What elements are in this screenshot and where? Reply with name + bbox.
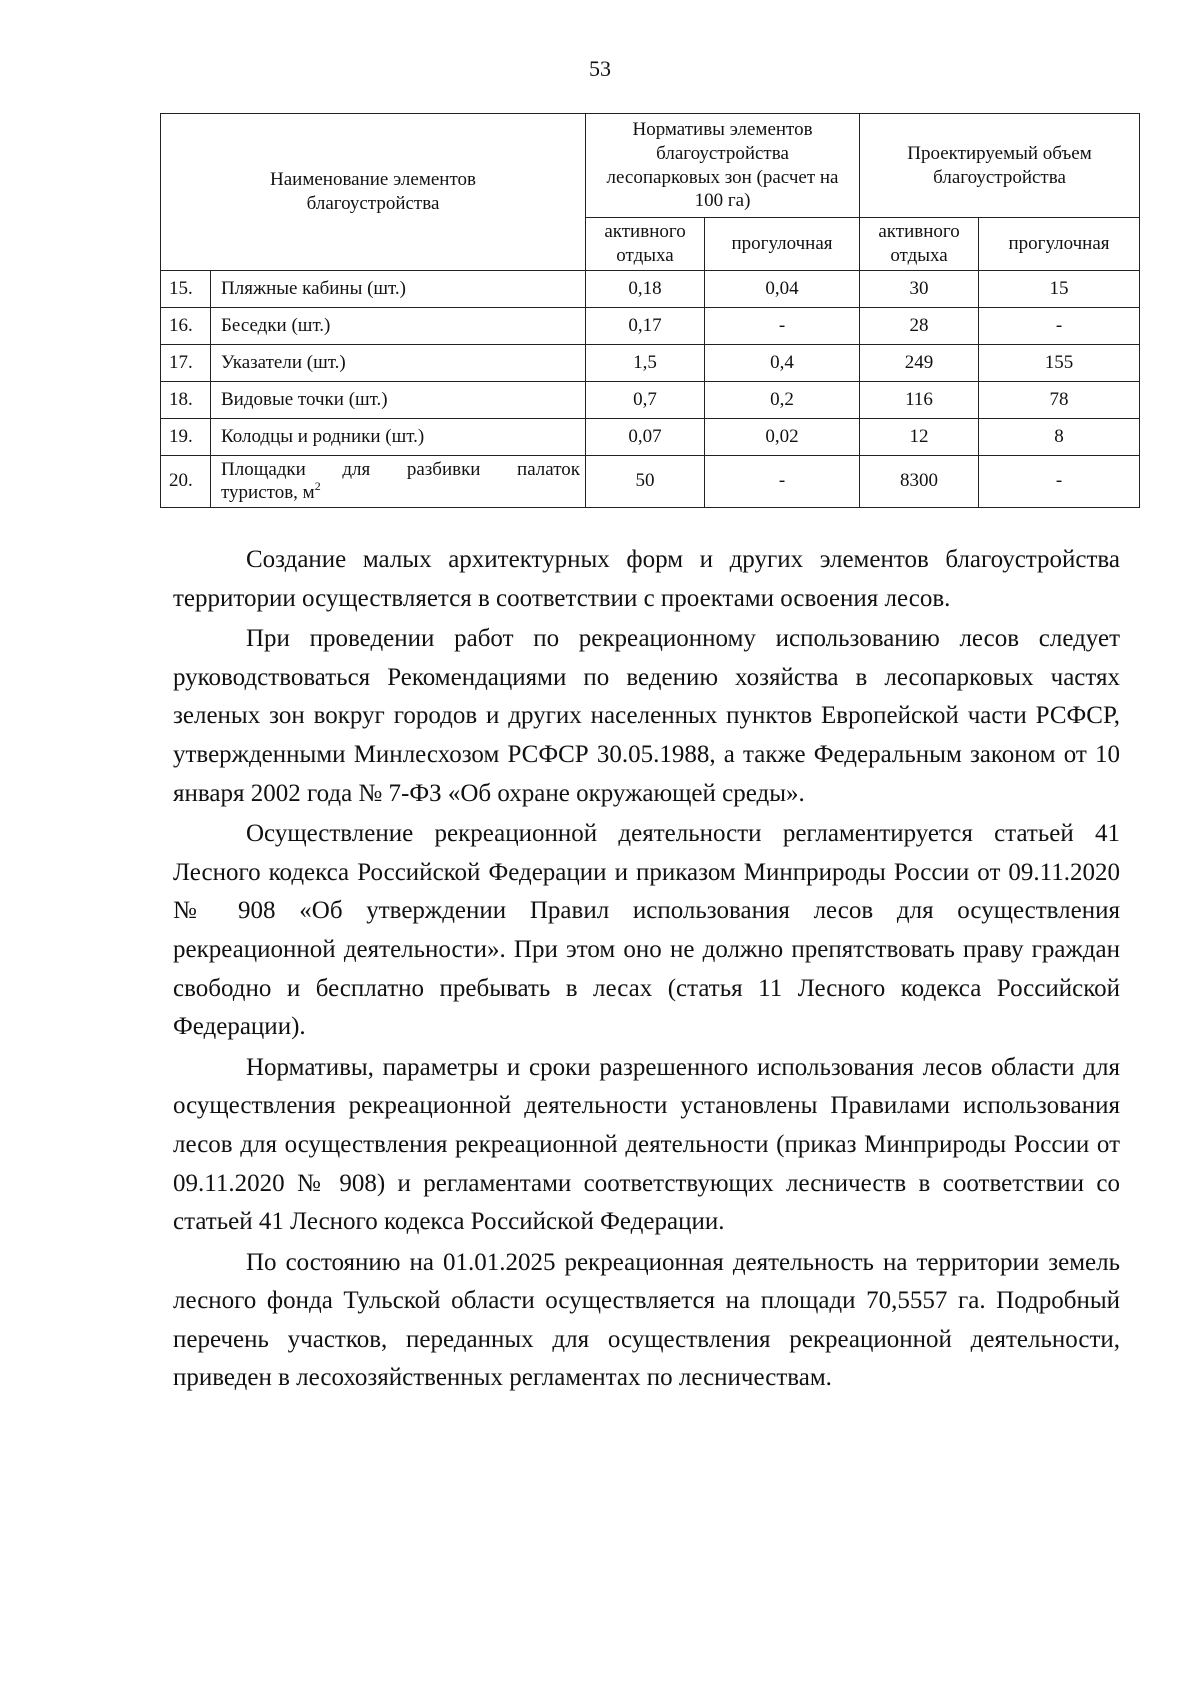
row-norm-walking: 0,04 xyxy=(705,270,860,307)
header-norm-active: активного отдыха xyxy=(586,218,705,271)
table-row xyxy=(161,307,1140,344)
row-norm-active: 0,7 xyxy=(586,381,705,418)
page-number: 53 xyxy=(589,56,611,81)
row-norm-active: 50 xyxy=(586,455,705,508)
header-name-column: Наименование элементов благоустройства xyxy=(161,114,586,271)
row-element-name-line2 xyxy=(221,481,580,505)
row-element-name xyxy=(211,455,586,508)
row-number: 17. xyxy=(161,344,211,381)
row-norm-walking: 0,02 xyxy=(705,418,860,455)
table-row xyxy=(161,381,1140,418)
paragraph: Нормативы, параметры и сроки разрешенного использования лесов области для осуществления рекреационной деятельности установлены Правилами использования лесов для осуществления рекреационной деятельности (приказ Минприроды России от 09.11.2020 № 908) и регламентами соответствующих лесничеств в соответствии со статьей 41 Лесного кодекса Российской Федерации. xyxy=(173,1053,1120,1236)
table-header-row xyxy=(161,114,1140,218)
header-project-walking: прогулочная xyxy=(979,218,1140,271)
body-text xyxy=(173,541,1120,1398)
row-project-active: 116 xyxy=(860,381,979,418)
row-project-active: 28 xyxy=(860,307,979,344)
row-norm-walking: - xyxy=(705,307,860,344)
row-norm-active: 0,07 xyxy=(586,418,705,455)
table-row xyxy=(161,344,1140,381)
row-element-name: Указатели (шт.) xyxy=(211,344,586,381)
paragraph: При проведении работ по рекреационному использованию лесов следует руководствоваться Рекомендациями по ведению хозяйства в лесопарковых частях зеленых зон вокруг городов и других населенных пунктов Европейской части РСФСР, утвержденными Минлесхозом РСФСР 30.05.1988, а также Федеральным законом от 10 января 2002 года № 7-ФЗ «Об охране окружающей среды». xyxy=(173,625,1120,807)
row-number: 15. xyxy=(161,270,211,307)
row-element-name-unit: туристов, м xyxy=(221,482,315,504)
row-number: 16. xyxy=(161,307,211,344)
row-project-walking: 15 xyxy=(979,270,1140,307)
row-number: 19. xyxy=(161,418,211,455)
row-project-walking: - xyxy=(979,455,1140,508)
row-element-name: Беседки (шт.) xyxy=(211,307,586,344)
table-row xyxy=(161,455,1140,508)
row-project-walking: 78 xyxy=(979,381,1140,418)
header-norm-walking: прогулочная xyxy=(705,218,860,271)
table-row xyxy=(161,270,1140,307)
header-norms-group: Нормативы элементов благоустройства лесопарковых зон (расчет на 100 га) xyxy=(586,114,860,218)
header-project-active: активного отдыха xyxy=(860,218,979,271)
row-norm-active: 1,5 xyxy=(586,344,705,381)
row-project-walking: 155 xyxy=(979,344,1140,381)
table-row xyxy=(161,418,1140,455)
paragraph: Осуществление рекреационной деятельности регламентируется статьей 41 Лесного кодекса Российской Федерации и приказом Минприроды России от 09.11.2020 № 908 «Об утверждении Правил использования лесов для осуществления рекреационной деятельности». При этом оно не должно препятствовать праву граждан свободно и бесплатно пребывать в лесах (статья 11 Лесного кодекса Российской Федерации). xyxy=(173,820,1120,1041)
header-project-group: Проектируемый объем благоустройства xyxy=(860,114,1140,218)
row-number: 20. xyxy=(161,455,211,508)
row-project-active: 8300 xyxy=(860,455,979,508)
row-project-active: 12 xyxy=(860,418,979,455)
row-norm-active: 0,17 xyxy=(586,307,705,344)
row-norm-walking: - xyxy=(705,455,860,508)
row-norm-walking: 0,2 xyxy=(705,381,860,418)
row-element-name: Колодцы и родники (шт.) xyxy=(211,418,586,455)
norms-table xyxy=(160,113,1140,508)
row-project-walking: 8 xyxy=(979,418,1140,455)
row-project-active: 249 xyxy=(860,344,979,381)
row-element-name-line1: Площадки для разбивки палаток xyxy=(221,458,581,480)
row-norm-walking: 0,4 xyxy=(705,344,860,381)
row-element-name: Пляжные кабины (шт.) xyxy=(211,270,586,307)
row-norm-active: 0,18 xyxy=(586,270,705,307)
row-element-name: Видовые точки (шт.) xyxy=(211,381,586,418)
paragraph: По состоянию на 01.01.2025 рекреационная деятельность на территории земель лесного фонда Тульской области осуществляется на площади 70,5557 га. Подробный перечень участков, переданных для осуществления рекреационной деятельности, приведен в лесохозяйственных регламентах по лесничествам. xyxy=(173,1248,1120,1392)
row-project-walking: - xyxy=(979,307,1140,344)
row-project-active: 30 xyxy=(860,270,979,307)
row-number: 18. xyxy=(161,381,211,418)
paragraph: Создание малых архитектурных форм и других элементов благоустройства территории осуществляется в соответствии с проектами освоения лесов. xyxy=(173,546,1120,612)
row-element-name-sup: 2 xyxy=(314,479,321,494)
